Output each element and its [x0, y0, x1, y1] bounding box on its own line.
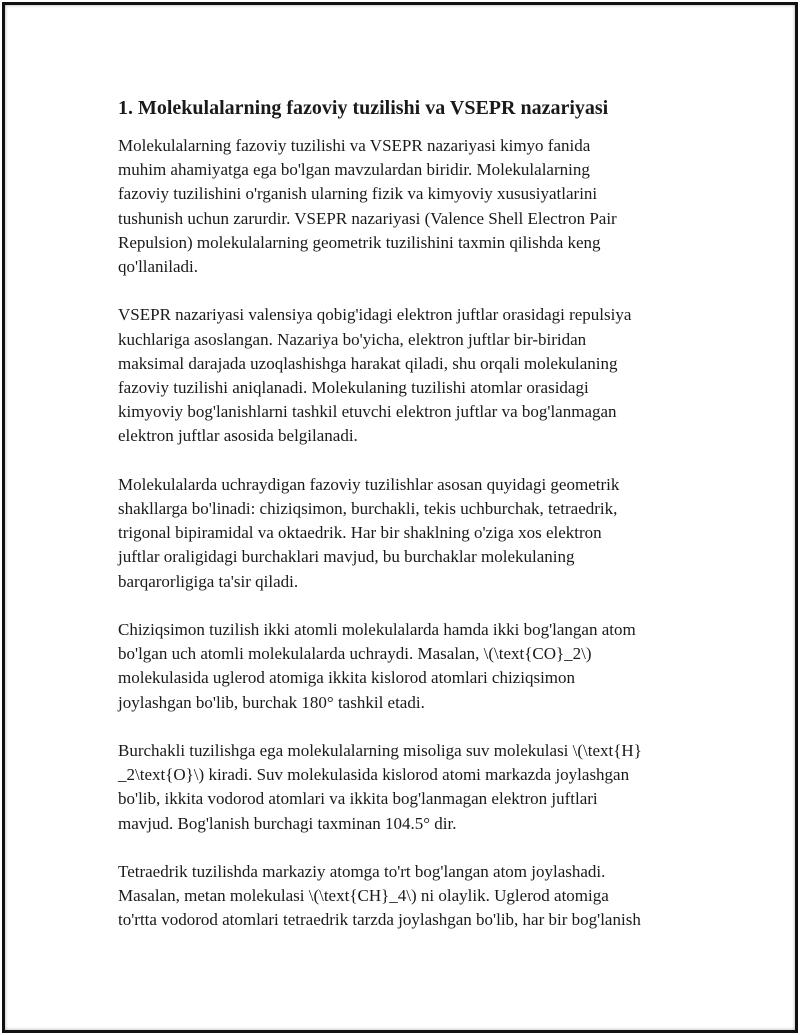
paragraph-line: kimyoviy bog'lanishlarni tashkil etuvchi elektron juftlar va bog'lanmagan	[118, 402, 617, 422]
paragraph-line: kuchlariga asoslangan. Nazariya bo'yicha, elektron juftlar bir-biridan	[118, 329, 587, 349]
paragraph-line: elektron juftlar asosida belgilanadi.	[118, 426, 358, 446]
paragraph-line: joylashgan bo'lib, burchak 180° tashkil etadi.	[118, 692, 425, 712]
paragraph-line: Burchakli tuzilishga ega molekulalarning misoliga suv molekulasi \(\text{H}	[118, 741, 642, 761]
paragraph-line: fazoviy tuzilishi aniqlanadi. Molekulaning tuzilishi atomlar orasidagi	[118, 378, 589, 398]
paragraph-line: to'rtta vodorod atomlari tetraedrik tarzda joylashgan bo'lib, har bir bog'lanish	[118, 910, 641, 930]
paragraph-linear-structure	[118, 618, 758, 715]
paragraph-line: muhim ahamiyatga ega bo'lgan mavzulardan biridir. Molekulalarning	[118, 160, 590, 180]
document-body	[118, 94, 758, 957]
paragraph-line: Tetraedrik tuzilishda markaziy atomga to'rt bog'langan atom joylashadi.	[118, 862, 606, 882]
paragraph-line: mavjud. Bog'lanish burchagi taxminan 104.5° dir.	[118, 813, 457, 833]
paragraph-line: trigonal bipiramidal va oktaedrik. Har bir shaklning o'ziga xos elektron	[118, 523, 602, 543]
paragraph-line: fazoviy tuzilishini o'rganish ularning fizik va kimyoviy xususiyatlarini	[118, 184, 598, 204]
paragraph-line: barqarorligiga ta'sir qiladi.	[118, 571, 299, 591]
paragraph-line: maksimal darajada uzoqlashishga harakat qiladi, shu orqali molekulaning	[118, 353, 618, 373]
paragraph-geometric-shapes	[118, 473, 758, 594]
paragraph-line: tushunish uchun zarurdir. VSEPR nazariyasi (Valence Shell Electron Pair	[118, 208, 617, 228]
paragraph-line: shakllarga bo'linadi: chiziqsimon, burchakli, tekis uchburchak, tetraedrik,	[118, 499, 618, 519]
paragraph-line: Molekulalarda uchraydigan fazoviy tuzilishlar asosan quyidagi geometrik	[118, 474, 620, 494]
paragraph-line: Repulsion) molekulalarning geometrik tuzilishini taxmin qilishda keng	[118, 232, 601, 252]
paragraph-line: VSEPR nazariyasi valensiya qobig'idagi elektron juftlar orasidagi repulsiya	[118, 305, 632, 325]
paragraph-bent-structure	[118, 739, 758, 836]
section-heading: 1. Molekulalarning fazoviy tuzilishi va VSEPR nazariyasi	[118, 97, 609, 119]
paragraph-line: qo'llaniladi.	[118, 257, 199, 277]
paragraph-intro	[118, 134, 758, 279]
paragraph-line: _2\text{O}\) kiradi. Suv molekulasida kislorod atomi markazda joylashgan	[118, 765, 630, 785]
paragraph-line: juftlar oraligidagi burchaklari mavjud, bu burchaklar molekulaning	[118, 547, 575, 567]
paragraph-tetrahedral-structure	[118, 860, 758, 933]
paragraph-line: Molekulalarning fazoviy tuzilishi va VSEPR nazariyasi kimyo fanida	[118, 136, 591, 155]
paragraph-line: molekulasida uglerod atomiga ikkita kislorod atomlari chiziqsimon	[118, 668, 576, 688]
paragraph-line: Chiziqsimon tuzilish ikki atomli molekulalarda hamda ikki bog'langan atom	[118, 620, 636, 640]
paragraph-line: bo'lib, ikkita vodorod atomlari va ikkita bog'lanmagan elektron juftlari	[118, 789, 598, 809]
paragraph-line: bo'lgan uch atomli molekulalarda uchraydi. Masalan, \(\text{CO}_2\)	[118, 644, 592, 664]
paragraph-line: Masalan, metan molekulasi \(\text{CH}_4\) ni olaylik. Uglerod atomiga	[118, 886, 609, 906]
paragraph-vsepr-theory	[118, 303, 758, 448]
